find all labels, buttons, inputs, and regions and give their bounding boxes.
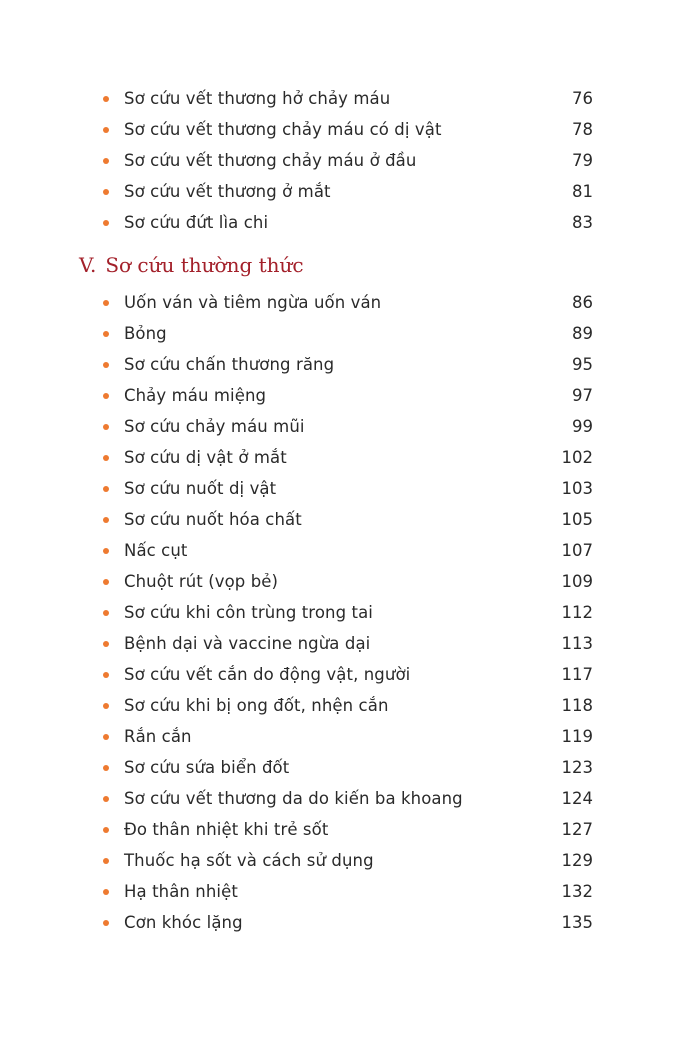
- toc-entry: [103, 566, 593, 597]
- toc-entry: [103, 473, 593, 504]
- entry-title: Sơ cứu dị vật ở mắt: [124, 448, 287, 467]
- entry-title: Sơ cứu vết thương da do kiến ba khoang: [124, 789, 463, 808]
- toc-entry: [103, 628, 593, 659]
- entry-title: Nấc cụt: [124, 541, 188, 560]
- toc-entry: [103, 145, 593, 176]
- entry-page-number: 95: [572, 355, 593, 374]
- bullet-icon: [103, 641, 109, 647]
- bullet-icon: [103, 579, 109, 585]
- entry-title: Thuốc hạ sốt và cách sử dụng: [124, 851, 374, 870]
- bullet-icon: [103, 889, 109, 895]
- entry-page-number: 83: [572, 213, 593, 232]
- toc-entry: [103, 876, 593, 907]
- toc-entry: [103, 349, 593, 380]
- entry-page-number: 97: [572, 386, 593, 405]
- entry-page-number: 79: [572, 151, 593, 170]
- toc-entry: [103, 659, 593, 690]
- entry-page-number: 103: [561, 479, 593, 498]
- entry-title: Sơ cứu đứt lìa chi: [124, 213, 269, 232]
- toc-list-top: [103, 83, 593, 238]
- bullet-icon: [103, 672, 109, 678]
- entry-title: Uốn ván và tiêm ngừa uốn ván: [124, 293, 382, 312]
- entry-title: Sơ cứu vết thương hở chảy máu: [124, 89, 391, 108]
- bullet-icon: [103, 300, 109, 306]
- bullet-icon: [103, 796, 109, 802]
- toc-entry: [103, 83, 593, 114]
- toc-entry: [103, 597, 593, 628]
- toc-entry: [103, 318, 593, 349]
- entry-title: Sơ cứu nuốt dị vật: [124, 479, 277, 498]
- entry-page-number: 129: [561, 851, 593, 870]
- entry-page-number: 78: [572, 120, 593, 139]
- toc-entry: [103, 721, 593, 752]
- entry-page-number: 86: [572, 293, 593, 312]
- toc-entry: [103, 690, 593, 721]
- entry-title: Bệnh dại và vaccine ngừa dại: [124, 634, 371, 653]
- entry-page-number: 76: [572, 89, 593, 108]
- entry-page-number: 112: [561, 603, 593, 622]
- entry-title: Bỏng: [124, 324, 167, 343]
- bullet-icon: [103, 331, 109, 337]
- entry-page-number: 124: [561, 789, 593, 808]
- bullet-icon: [103, 189, 109, 195]
- bullet-icon: [103, 424, 109, 430]
- toc-entry: [103, 207, 593, 238]
- entry-title: Sơ cứu vết thương chảy máu ở đầu: [124, 151, 417, 170]
- entry-title: Sơ cứu khi bị ong đốt, nhện cắn: [124, 696, 389, 715]
- entry-title: Rắn cắn: [124, 727, 192, 746]
- entry-title: Chuột rút (vọp bẻ): [124, 572, 279, 591]
- entry-page-number: 81: [572, 182, 593, 201]
- bullet-icon: [103, 920, 109, 926]
- entry-page-number: 102: [561, 448, 593, 467]
- entry-title: Sơ cứu khi côn trùng trong tai: [124, 603, 373, 622]
- entry-title: Sơ cứu nuốt hóa chất: [124, 510, 302, 529]
- bullet-icon: [103, 610, 109, 616]
- bullet-icon: [103, 158, 109, 164]
- entry-title: Đo thân nhiệt khi trẻ sốt: [124, 820, 329, 839]
- entry-page-number: 135: [561, 913, 593, 932]
- toc-entry: [103, 442, 593, 473]
- toc-entry: [103, 752, 593, 783]
- bullet-icon: [103, 548, 109, 554]
- entry-title: Cơn khóc lặng: [124, 913, 243, 932]
- toc-entry: [103, 287, 593, 318]
- entry-title: Sơ cứu vết thương chảy máu có dị vật: [124, 120, 442, 139]
- toc-entry: [103, 814, 593, 845]
- bullet-icon: [103, 96, 109, 102]
- entry-title: Sơ cứu sứa biển đốt: [124, 758, 290, 777]
- entry-page-number: 117: [561, 665, 593, 684]
- toc-list-section-v: [103, 287, 593, 938]
- section-number: V.: [79, 253, 97, 277]
- bullet-icon: [103, 827, 109, 833]
- toc-entry: [103, 907, 593, 938]
- bullet-icon: [103, 734, 109, 740]
- entry-title: Sơ cứu chảy máu mũi: [124, 417, 305, 436]
- bullet-icon: [103, 220, 109, 226]
- entry-title: Sơ cứu vết thương ở mắt: [124, 182, 331, 201]
- entry-page-number: 109: [561, 572, 593, 591]
- toc-entry: [103, 176, 593, 207]
- bullet-icon: [103, 393, 109, 399]
- entry-page-number: 118: [561, 696, 593, 715]
- toc-entry: [103, 114, 593, 145]
- bullet-icon: [103, 765, 109, 771]
- entry-page-number: 119: [561, 727, 593, 746]
- entry-page-number: 99: [572, 417, 593, 436]
- bullet-icon: [103, 127, 109, 133]
- section-title: Sơ cứu thường thức: [105, 253, 304, 277]
- bullet-icon: [103, 486, 109, 492]
- toc-entry: [103, 380, 593, 411]
- bullet-icon: [103, 362, 109, 368]
- entry-page-number: 123: [561, 758, 593, 777]
- entry-title: Sơ cứu vết cắn do động vật, người: [124, 665, 411, 684]
- entry-title: Hạ thân nhiệt: [124, 882, 238, 901]
- toc-entry: [103, 783, 593, 814]
- bullet-icon: [103, 703, 109, 709]
- entry-page-number: 113: [561, 634, 593, 653]
- entry-page-number: 132: [561, 882, 593, 901]
- bullet-icon: [103, 858, 109, 864]
- entry-page-number: 89: [572, 324, 593, 343]
- entry-page-number: 127: [561, 820, 593, 839]
- entry-page-number: 105: [561, 510, 593, 529]
- entry-title: Chảy máu miệng: [124, 386, 267, 405]
- toc-entry: [103, 845, 593, 876]
- bullet-icon: [103, 517, 109, 523]
- toc-entry: [103, 535, 593, 566]
- bullet-icon: [103, 455, 109, 461]
- toc-entry: [103, 504, 593, 535]
- toc-entry: [103, 411, 593, 442]
- entry-title: Sơ cứu chấn thương răng: [124, 355, 335, 374]
- section-heading: [79, 248, 304, 282]
- entry-page-number: 107: [561, 541, 593, 560]
